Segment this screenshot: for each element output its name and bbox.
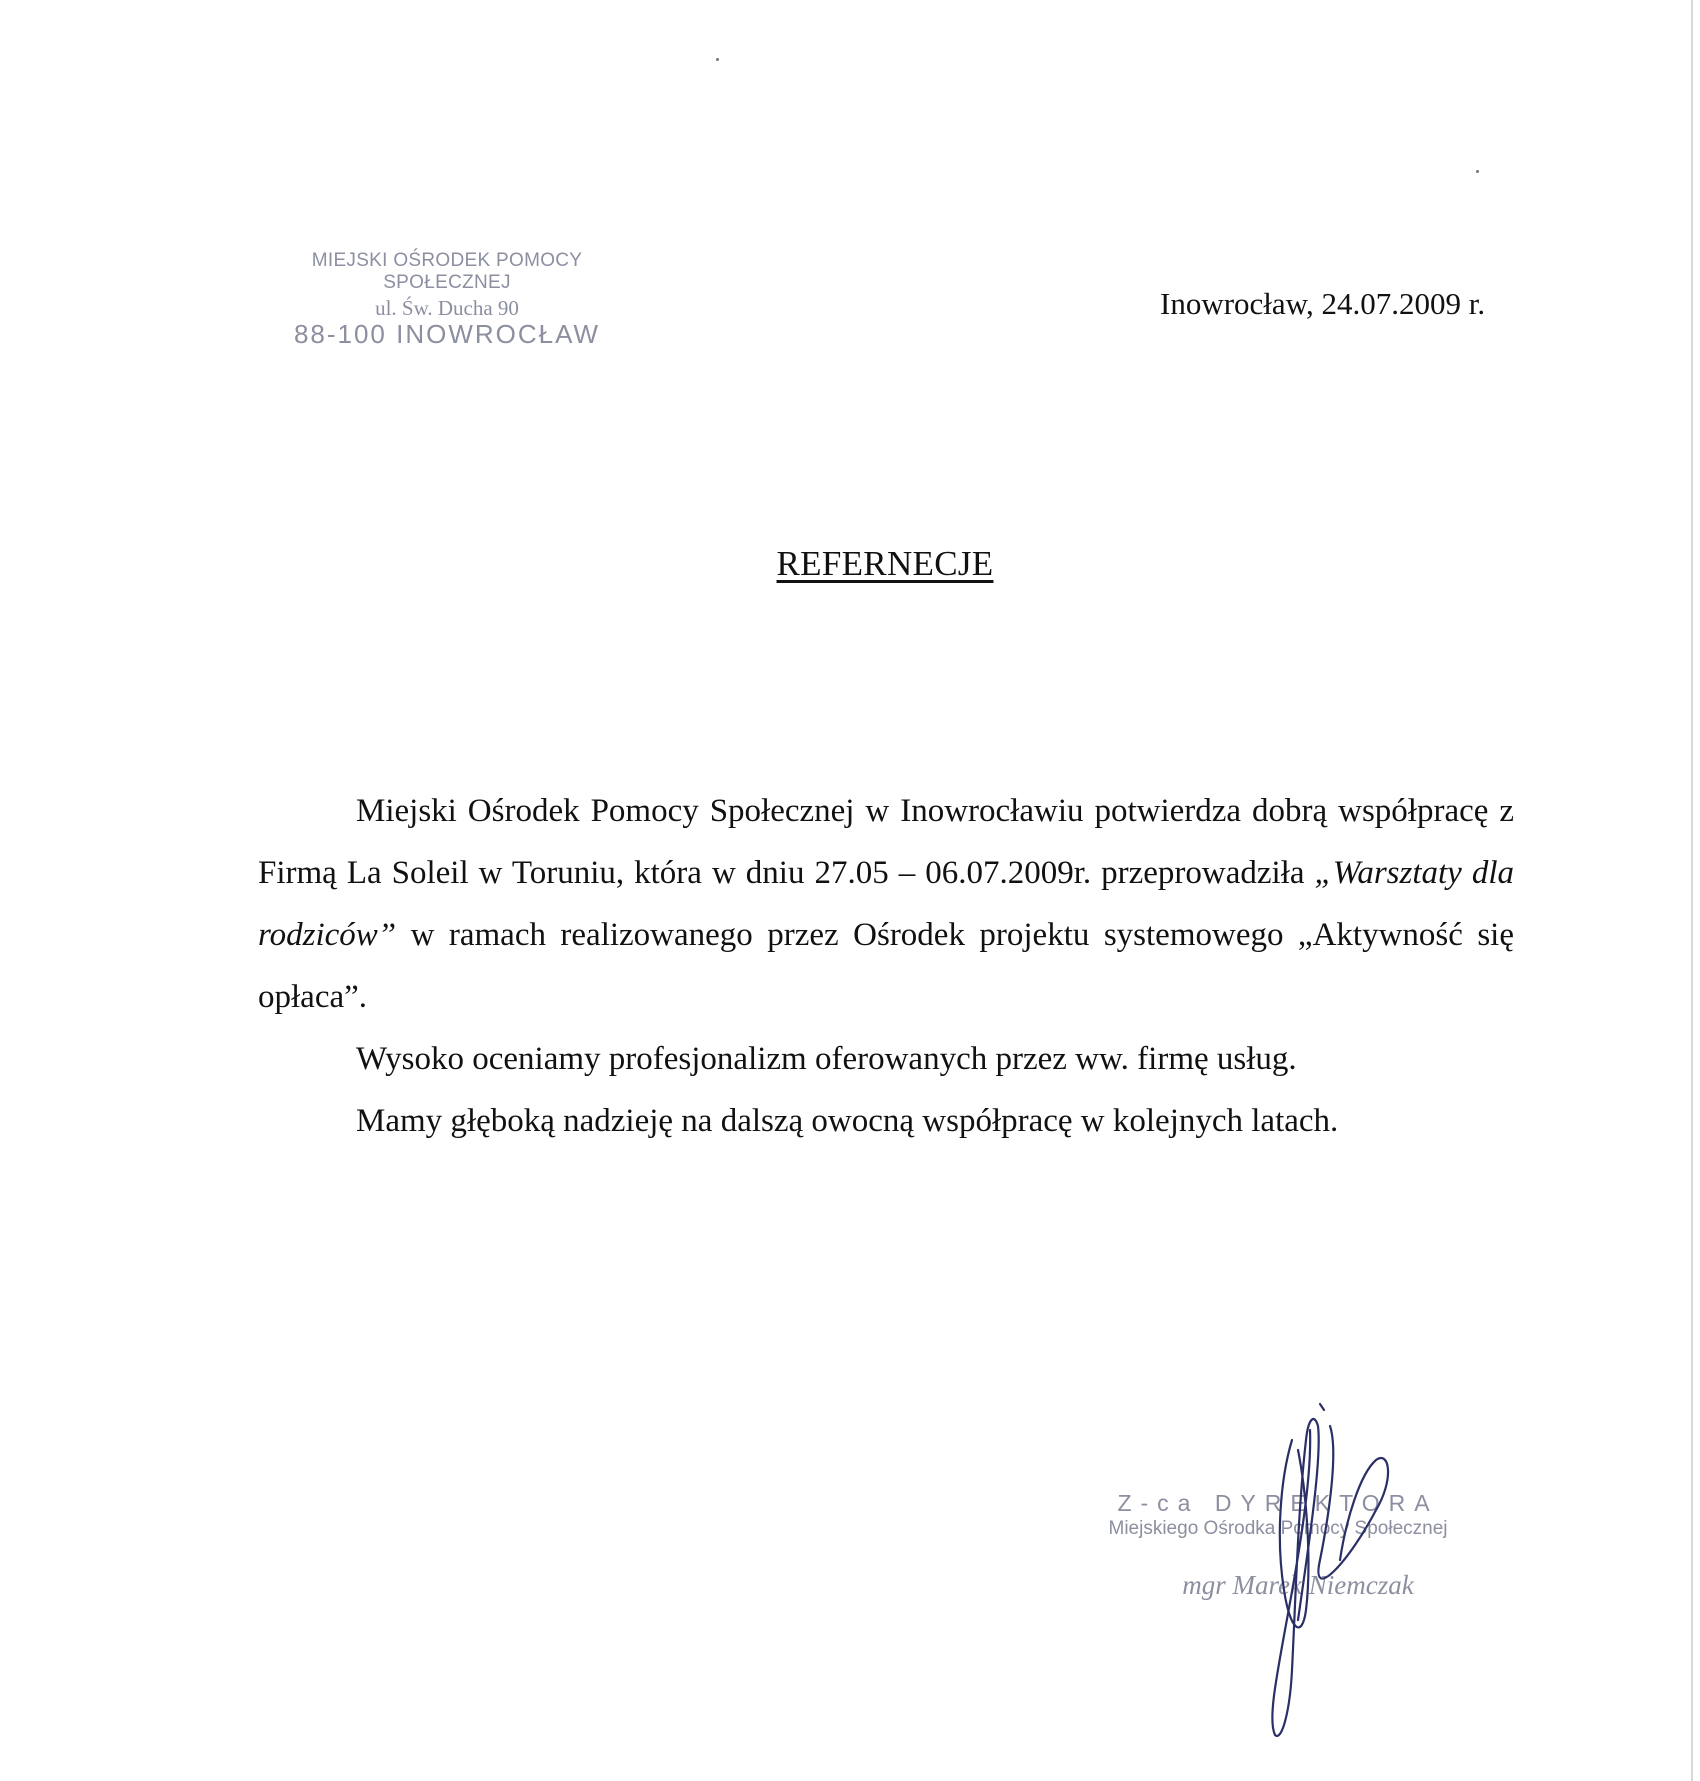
paragraph-1-start: Miejski Ośrodek Pomocy Społecznej w Inowrocławiu potwierdza dobrą współpracę z Firmą La Soleil w Toruniu, która w dniu 27.05 – 06.07.2009r. przeprowadziła — [258, 793, 1514, 891]
scan-speck — [1476, 170, 1479, 173]
scan-speck — [716, 58, 719, 61]
letter-body — [258, 780, 1514, 1152]
scan-edge — [1691, 0, 1693, 1781]
body-paragraph-3: Mamy głęboką nadzieję na dalszą owocną współpracę w kolejnych latach. — [356, 1103, 1339, 1139]
body-paragraph-1 — [258, 780, 1514, 1028]
signature-stamp-name: mgr Marek Niemczak — [1182, 1570, 1414, 1601]
stamp-line-2: ul. Św. Ducha 90 — [375, 295, 519, 320]
letter-title: REFERNECJE — [776, 544, 994, 583]
stamp-line-3: 88-100 INOWROCŁAW — [293, 318, 601, 349]
signature-stamp-institution: Miejskiego Ośrodka Pomocy Społecznej — [1108, 1518, 1448, 1540]
paragraph-1-end: w ramach realizowanego przez Ośrodek projektu systemowego „Aktywność się opłaca”. — [258, 917, 1514, 1015]
handwritten-signature — [1180, 1390, 1440, 1750]
institution-stamp — [262, 250, 632, 350]
stamp-line-1: MIEJSKI OŚRODEK POMOCY SPOŁECZNEJ — [311, 250, 583, 293]
signature-stamp-role: Z-ca DYREKTORA — [1117, 1490, 1439, 1516]
body-paragraph-2: Wysoko oceniamy profesjonalizm oferowanych przez ww. firmę usług. — [356, 1041, 1297, 1077]
letter-date: Inowrocław, 24.07.2009 r. — [1160, 286, 1486, 321]
workshop-name: „Warsztaty dla rodziców” — [258, 855, 1514, 953]
